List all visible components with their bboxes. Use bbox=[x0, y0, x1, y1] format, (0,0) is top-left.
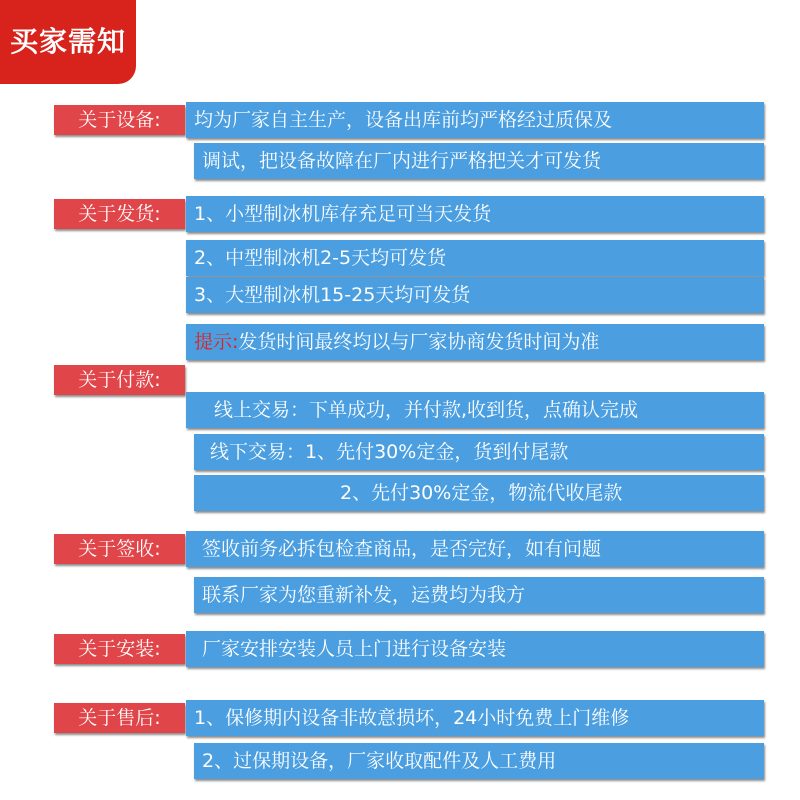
shipping-tip bbox=[186, 324, 764, 360]
page-title: 买家需知 bbox=[0, 0, 136, 84]
tip-text: 发货时间最终均以与厂家协商发货时间为准 bbox=[238, 331, 600, 353]
receipt-line-2: 联系厂家为您重新补发，运费均为我方 bbox=[194, 577, 764, 613]
equipment-line-2: 调试，把设备故障在厂内进行严格把关才可发货 bbox=[194, 143, 764, 179]
equipment-line-1: 均为厂家自主生产，设备出库前均严格经过质保及 bbox=[186, 102, 764, 138]
section-label-equipment: 关于设备: bbox=[54, 105, 185, 135]
tip-label: 提示: bbox=[194, 331, 239, 353]
installation-line-1: 厂家安排安装人员上门进行设备安装 bbox=[186, 631, 764, 667]
receipt-line-1: 签收前务必拆包检查商品，是否完好，如有问题 bbox=[186, 531, 764, 567]
payment-line-1: 线上交易：下单成功，并付款,收到货，点确认完成 bbox=[186, 392, 764, 428]
section-label-payment: 关于付款: bbox=[54, 365, 185, 395]
payment-line-2: 线下交易：1、先付30%定金，货到付尾款 bbox=[194, 434, 764, 470]
section-label-installation: 关于安装: bbox=[54, 634, 185, 664]
shipping-line-2: 2、中型制冰机2-5天均可发货 bbox=[186, 240, 764, 276]
aftersales-line-1: 1、保修期内设备非故意损坏，24小时免费上门维修 bbox=[186, 700, 764, 736]
shipping-line-3: 3、大型制冰机15-25天均可发货 bbox=[186, 277, 764, 313]
payment-line-3: 2、先付30%定金，物流代收尾款 bbox=[194, 475, 764, 511]
section-label-receipt: 关于签收: bbox=[54, 534, 185, 564]
section-label-aftersales: 关于售后: bbox=[54, 703, 185, 733]
section-label-shipping: 关于发货: bbox=[54, 199, 185, 229]
aftersales-line-2: 2、过保期设备，厂家收取配件及人工费用 bbox=[194, 743, 764, 779]
shipping-line-1: 1、小型制冰机库存充足可当天发货 bbox=[186, 196, 764, 232]
